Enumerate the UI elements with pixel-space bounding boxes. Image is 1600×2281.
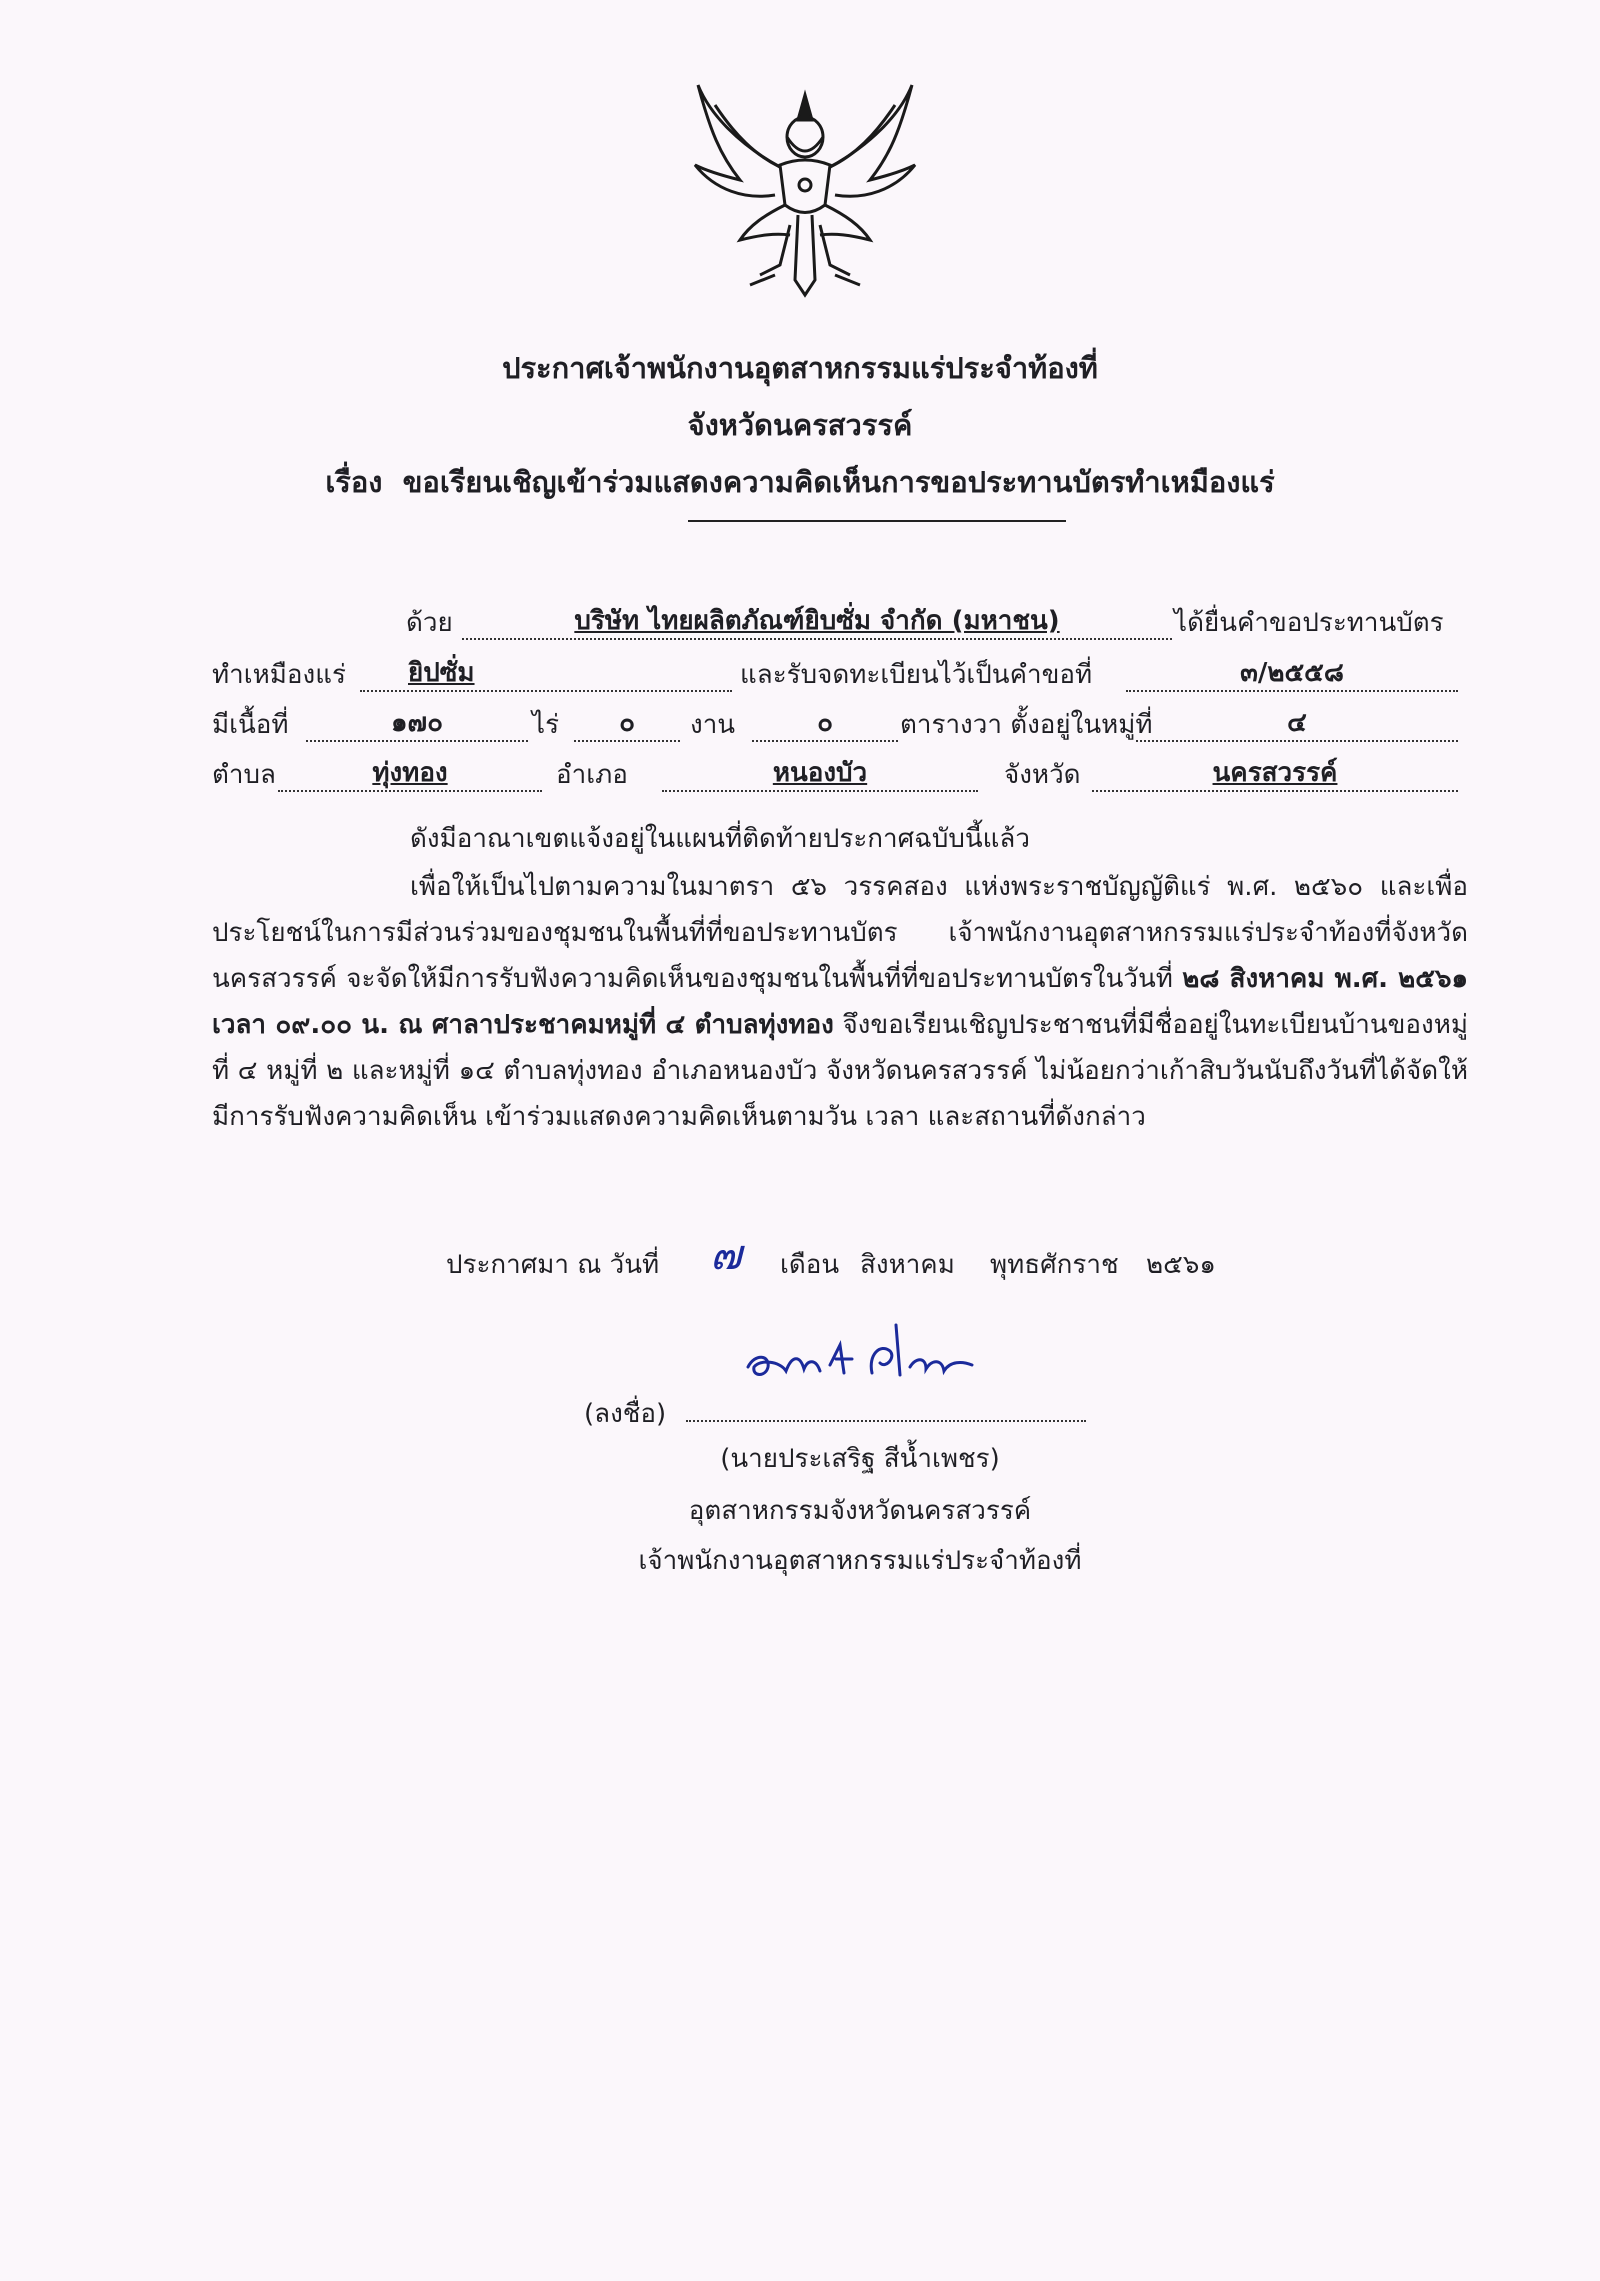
announced-label: ประกาศมา ณ วันที่: [446, 1250, 660, 1280]
wa-field: [752, 706, 898, 742]
mining-label: ทำเหมืองแร่: [212, 660, 346, 690]
rai-field: [306, 706, 528, 742]
wa-label: ตารางวา ตั้งอยู่ในหมู่ที่: [900, 710, 1153, 740]
year-label: พุทธศักราช: [990, 1250, 1119, 1280]
mineral-value: ยิปซั่ม: [408, 658, 475, 688]
wa-value: ๐: [817, 708, 833, 738]
tambon-field: [278, 756, 542, 792]
subject-text: ขอเรียนเชิญเข้าร่วมแสดงความคิดเห็นการขอประทานบัตรทำเหมืองแร่: [402, 465, 1275, 499]
province-value: นครสวรรค์: [1212, 758, 1338, 788]
company-name: บริษัท ไทยผลิตภัณฑ์ยิบซั่ม จำกัด (มหาชน): [574, 606, 1060, 636]
signatory-title-1: อุตสาหกรรมจังหวัดนครสวรรค์: [688, 1496, 1032, 1526]
signatory-title-2: เจ้าพนักงานอุตสาหกรรมแร่ประจำท้องที่: [638, 1546, 1082, 1576]
amphoe-field: [662, 756, 978, 792]
province-label: จังหวัด: [1004, 760, 1081, 790]
ngan-label: งาน: [690, 710, 736, 740]
amphoe-value: หนองบัว: [772, 758, 868, 788]
ngan-value: ๐: [619, 708, 635, 738]
paragraph-bold-date-place: ๒๘ สิงหาคม พ.ศ. ๒๕๖๑ เวลา ๐๙.๐๐ น. ณ ศาลาประชาคมหมู่ที่ ๔ ตำบลทุ่งทอง: [212, 964, 1468, 1040]
signed-label: (ลงชื่อ): [584, 1399, 667, 1429]
main-paragraph: [212, 864, 1468, 1140]
moo-value: ๔: [1287, 708, 1307, 738]
amphoe-label: อำเภอ: [556, 760, 628, 790]
by-label: ด้วย: [406, 608, 453, 638]
moo-field: [1136, 706, 1458, 742]
province-field: [1092, 756, 1458, 792]
garuda-emblem-icon: [680, 75, 930, 305]
request-no-field: [1126, 656, 1458, 692]
registered-label: และรับจดทะเบียนไว้เป็นคำขอที่: [740, 660, 1093, 690]
month-value: สิงหาคม: [860, 1250, 955, 1280]
rai-label: ไร่: [532, 710, 560, 740]
header-line-1: ประกาศเจ้าพนักงานอุตสาหกรรมแร่ประจำท้องที่: [502, 351, 1098, 385]
company-field: [462, 604, 1172, 640]
subject-line: [0, 459, 1600, 505]
request-no: ๓/๒๕๕๘: [1240, 658, 1344, 688]
area-label: มีเนื้อที่: [212, 710, 289, 740]
tambon-label: ตำบล: [212, 760, 276, 790]
filed-label: ได้ยื่นคำขอประทานบัตร: [1174, 608, 1444, 638]
paragraph-part-a: เพื่อให้เป็นไปตามความในมาตรา ๕๖ วรรคสอง แห่งพระราชบัญญัติแร่ พ.ศ. ๒๕๖๐ และเพื่อประโยชน์ในการมีส่วนร่วมของชุมชนในพื้นที่ที่ขอประทานบัตร เจ้าพนักงานอุตสาหกรรมแร่ประจำท้องที่จังหวัดนครสวรรค์ จะจัดให้มีการรับฟังความคิดเห็นของชุมชนในพื้นที่ที่ขอประทานบัตรในวันที่: [212, 872, 1468, 994]
subject-label: เรื่อง: [325, 465, 383, 499]
tambon-value: ทุ่งทอง: [372, 758, 448, 788]
month-label: เดือน: [780, 1250, 840, 1280]
paragraph-part-b: จึงขอเรียนเชิญประชาชนที่มีชื่ออยู่ในทะเบียนบ้านของหมู่ที่ ๔ หมู่ที่ ๒ และหมู่ที่ ๑๔ ตำบลทุ่งทอง อำเภอหนองบัว จังหวัดนครสวรรค์ ไม่น้อยกว่าเก้าสิบวันนับถึงวันที่ได้จัดให้มีการรับฟังความคิดเห็น เข้าร่วมแสดงความคิดเห็นตามวัน เวลา และสถานที่ดังกล่าว: [212, 1010, 1468, 1132]
ngan-field: [574, 706, 680, 742]
handwritten-day: ๗: [710, 1230, 742, 1279]
signatory-name: (นายประเสริฐ สีน้ำเพชร): [720, 1444, 1000, 1474]
header-line-2: จังหวัดนครสวรรค์: [687, 408, 913, 442]
header-divider: [688, 520, 1066, 522]
signature-line: [686, 1420, 1086, 1422]
rai-value: ๑๗๐: [391, 708, 443, 738]
handwritten-signature: [740, 1315, 980, 1395]
mineral-field: [360, 656, 732, 692]
map-note: ดังมีอาณาเขตแจ้งอยู่ในแผนที่ติดท้ายประกาศฉบับนี้แล้ว: [410, 824, 1030, 854]
year-value: ๒๕๖๑: [1146, 1250, 1216, 1280]
